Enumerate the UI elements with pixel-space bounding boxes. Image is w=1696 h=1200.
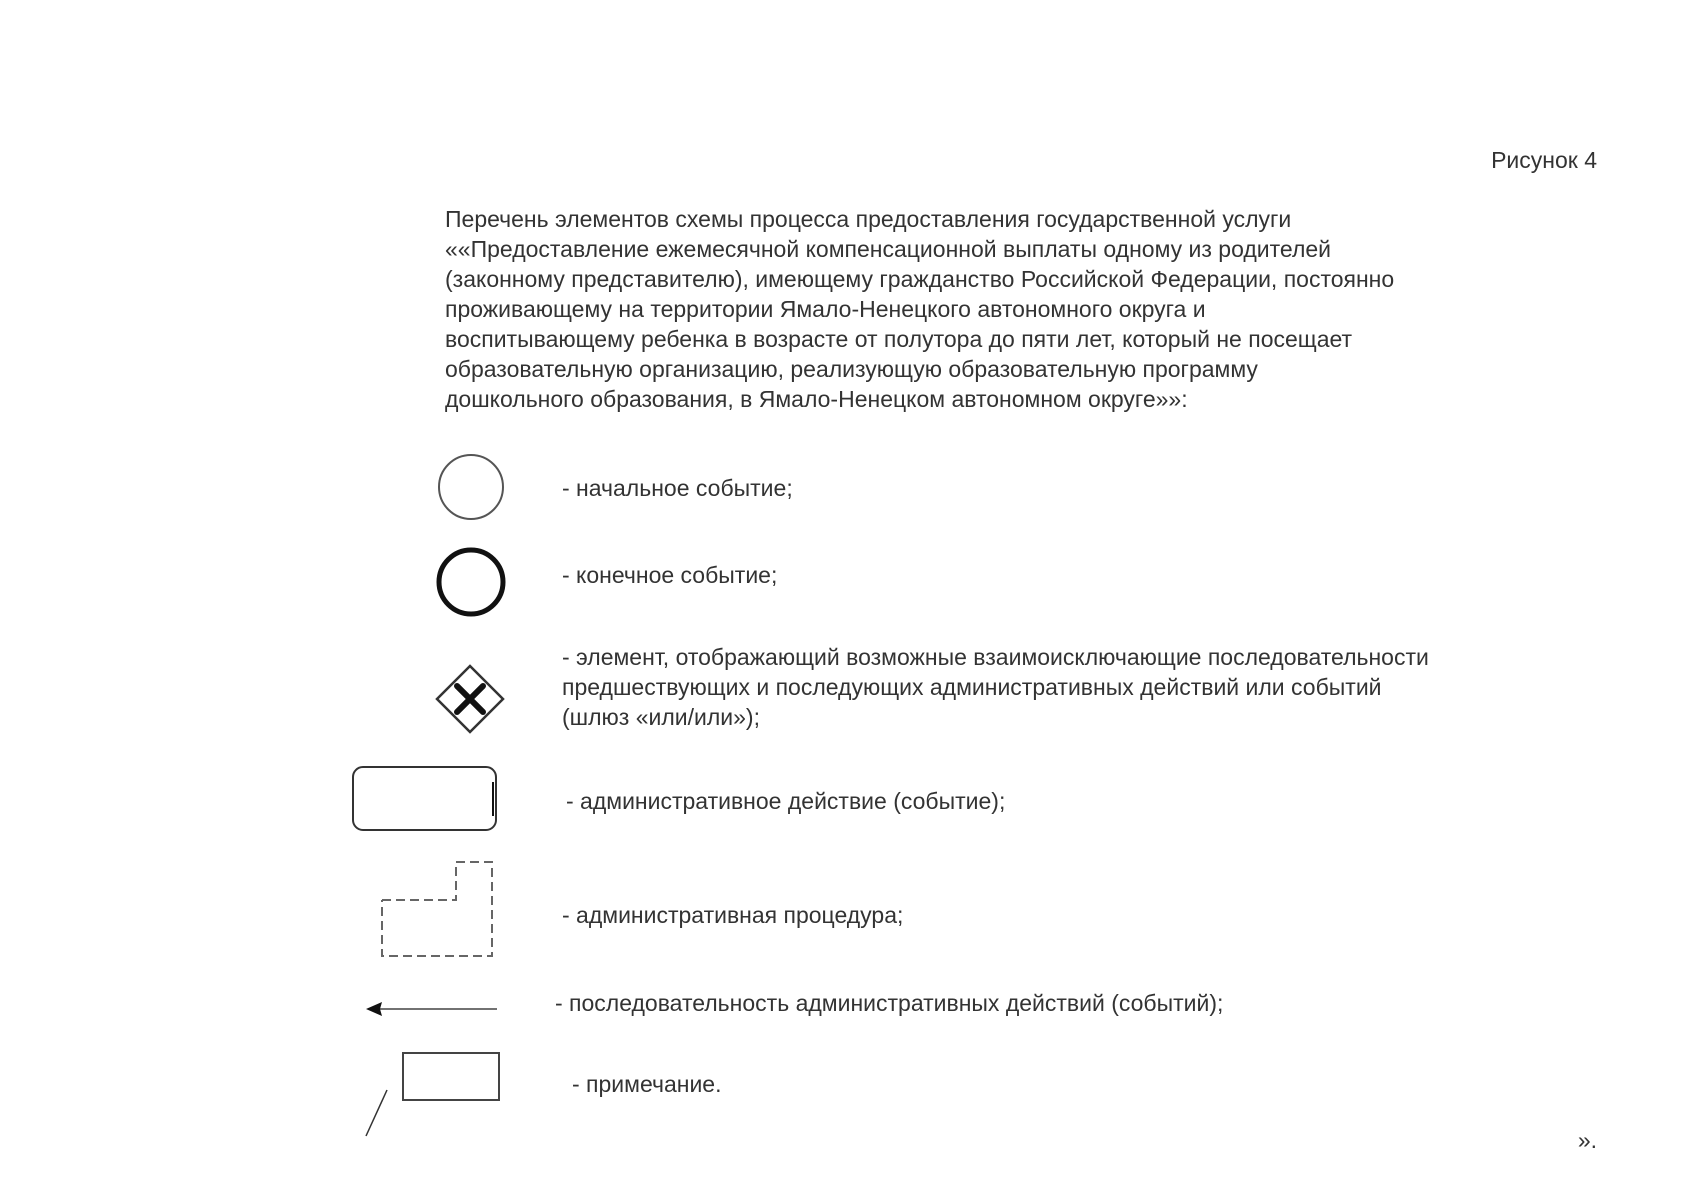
intro-line: Перечень элементов схемы процесса предоставления государственной услуги	[445, 206, 1292, 232]
intro-line: образовательную организацию, реализующую образовательную программу	[445, 356, 1258, 382]
intro-line: воспитывающему ребенка в возрасте от полутора до пяти лет, который не посещает	[445, 326, 1353, 352]
intro-line: ««Предоставление ежемесячной компенсационной выплаты одному из родителей	[445, 236, 1332, 262]
annotation-box-icon	[360, 1050, 504, 1140]
thick-circle-icon	[434, 545, 508, 619]
figure-label: Рисунок 4	[1491, 147, 1597, 173]
legend-note-label: - примечание.	[572, 1071, 722, 1097]
legend-sequence-flow-label: - последовательность административных действий (событий);	[555, 990, 1224, 1016]
legend-start-event-label: - начальное событие;	[562, 475, 793, 501]
left-arrow-icon	[364, 998, 500, 1020]
intro-line: (законному представителю), имеющему гражданство Российской Федерации, постоянно	[445, 266, 1395, 292]
closing-quote-mark: ».	[1577, 1127, 1597, 1153]
thin-circle-icon	[436, 452, 506, 522]
intro-line: дошкольного образования, в Ямало-Ненецком автономном округе»»:	[445, 386, 1188, 412]
legend-gateway-line: - элемент, отображающий возможные взаимоисключающие последовательности	[562, 644, 1429, 670]
legend-gateway-line: предшествующих и последующих административных действий или событий	[562, 674, 1382, 700]
intro-line: проживающему на территории Ямало-Ненецкого автономного округа и	[445, 296, 1206, 322]
legend-gateway-line: (шлюз «или/или»);	[562, 704, 760, 730]
legend-admin-action-label: - административное действие (событие);	[566, 788, 1006, 814]
rounded-rectangle-icon	[350, 764, 500, 834]
exclusive-gateway-diamond-icon	[434, 663, 506, 735]
dashed-stepped-box-icon	[378, 858, 498, 962]
legend-admin-procedure-label: - административная процедура;	[562, 902, 904, 928]
legend-gateway-label	[562, 642, 1429, 732]
legend-end-event-label: - конечное событие;	[562, 562, 778, 588]
intro-paragraph	[445, 204, 1605, 414]
